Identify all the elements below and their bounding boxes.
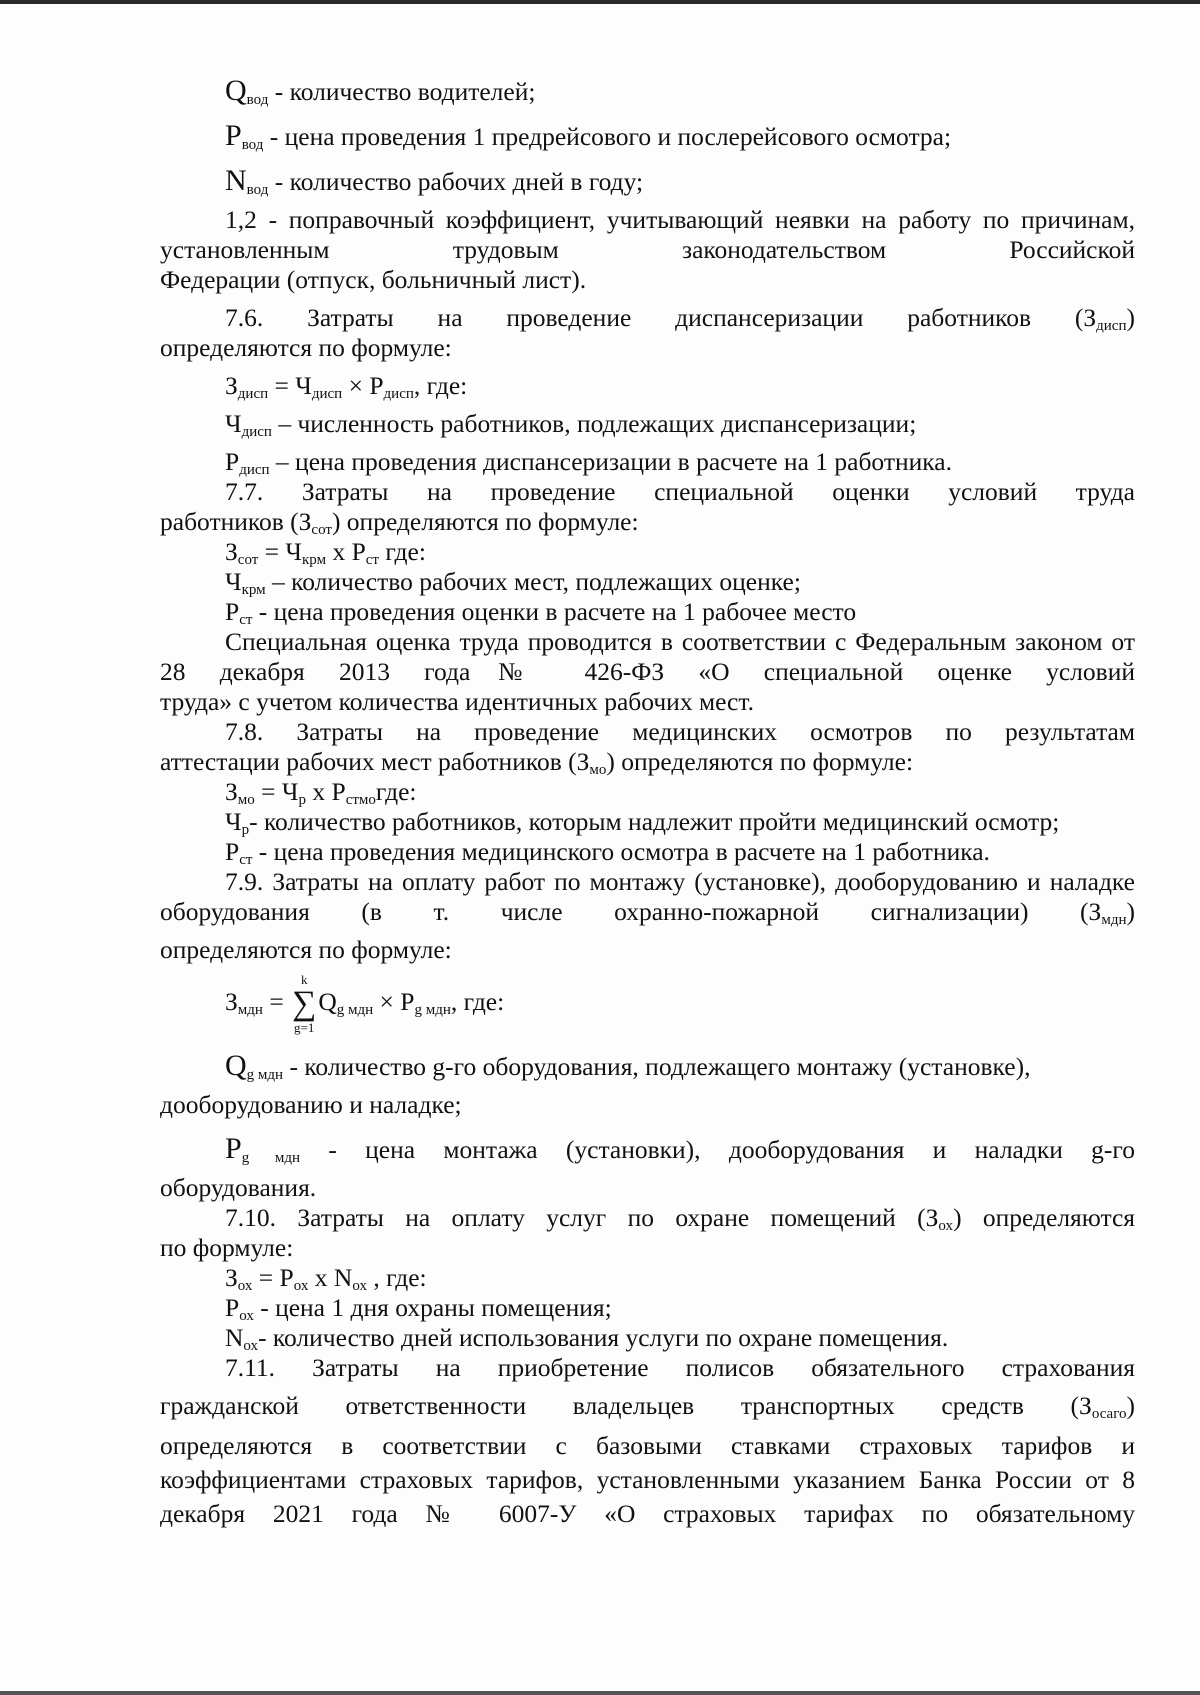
- paragraph: $P_{g мдн}$ - цена монтажа (установки), дооборудования и наладки g-го оборудования.: [160, 1132, 1135, 1202]
- scan-border-bottom: [0, 1691, 1200, 1695]
- text-line: $P_{ст}$ - цена проведения медицинского осмотра в расчете на 1 работника.: [225, 837, 990, 868]
- paragraph-7-9: 7.9. Затраты на оплату работ по монтажу (установке), дооборудованию и наладке оборудования (в т. числе охранно-пожарной сигнализации) $(З_{мдн})$ определяются по формуле:: [160, 867, 1135, 964]
- text-line: $Ч_{дисп}$ – численность работников, подлежащих диспансеризации;: [225, 409, 917, 440]
- scan-border-top: [0, 0, 1200, 4]
- text-line: $P_{дисп}$ – цена проведения диспансеризации в расчете на 1 работника.: [225, 447, 952, 478]
- paragraph-7-7: 7.7. Затраты на проведение специальной оценки условий труда работников $(З_{сот})$ определяются по формуле:: [160, 477, 1135, 538]
- text-line: $P_{ст}$ - цена проведения оценки в расчете на 1 рабочее место: [225, 597, 857, 628]
- text-line: $N_{ох}-$ количество дней использования услуги по охране помещения.: [225, 1323, 949, 1354]
- paragraph-7-11: 7.11. Затраты на приобретение полисов обязательного страхования гражданской ответственности владельцев транспортных средств $(З_{осаго})$ определяются в соответствии с базовыми ставками страховых тарифов и коэффициентами страховых тарифов, установленными указанием Банка России от 8 декабря 2021 года № 6007-У «О страховых тарифах по обязательному: [160, 1353, 1135, 1528]
- sum-operator: k ∑ g=1: [292, 972, 317, 1035]
- formula: $З_{сот} = Ч_{крм}$ х $P_{ст}$ где:: [225, 537, 426, 568]
- text-line: $P_{вод}$ - цена проведения 1 предрейсового и послерейсового осмотра;: [225, 119, 952, 153]
- text-line: $N_{вод}$ - количество рабочих дней в году;: [225, 164, 644, 198]
- paragraph-7-8: 7.8. Затраты на проведение медицинских осмотров по результатам аттестации рабочих мест работников $(З_{мо})$ определяются по формуле:: [160, 717, 1135, 778]
- formula-sum: $З_{мдн}$ = k ∑ g=1 $Q_{g мдн} \times P_{g мдн}$, где:: [225, 972, 505, 1035]
- text-line: $P_{ох}$ - цена 1 дня охраны помещения;: [225, 1293, 612, 1324]
- paragraph: Специальная оценка труда проводится в соответствии с Федеральным законом от 28 декабря 2013 года№ 426-ФЗ «О специальной оценке условий труда» с учетом количества идентичных рабочих мест.: [160, 627, 1135, 716]
- paragraph-7-6: 7.6. Затраты на проведение диспансеризации работников $(З_{дисп})$ определяются по формуле:: [160, 303, 1135, 362]
- formula: $З_{ох} = P_{ох}$ х $N_{ох}$ , где:: [225, 1263, 427, 1294]
- formula: $З_{дисп} = Ч_{дисп} \times P_{дисп}$, где:: [225, 371, 468, 402]
- paragraph-7-10: 7.10. Затраты на оплату услуг по охране помещений $(З_{ох})$ определяются по формуле:: [160, 1203, 1135, 1262]
- paragraph: 1,2 - поправочный коэффициент, учитывающий неявки на работу по причинам, установленным трудовым законодательством Российской Федерации (отпуск, больничный лист).: [160, 205, 1135, 294]
- text-line: $Ч_{крм}$ – количество рабочих мест, подлежащих оценке;: [225, 567, 801, 598]
- formula: $З_{мо} = Ч_р$ х $P_{стмо}где$:: [225, 777, 417, 808]
- text-line: $Ч_р-$ количество работников, которым надлежит пройти медицинский осмотр;: [225, 807, 1060, 838]
- document-body: [160, 76, 1135, 1531]
- paragraph: $Q_{g мдн}$ - количество g-го оборудования, подлежащего монтажу (установке), дооборудованию и наладке;: [160, 1049, 1031, 1119]
- text-line: $Q_{вод}$ - количество водителей;: [225, 74, 536, 108]
